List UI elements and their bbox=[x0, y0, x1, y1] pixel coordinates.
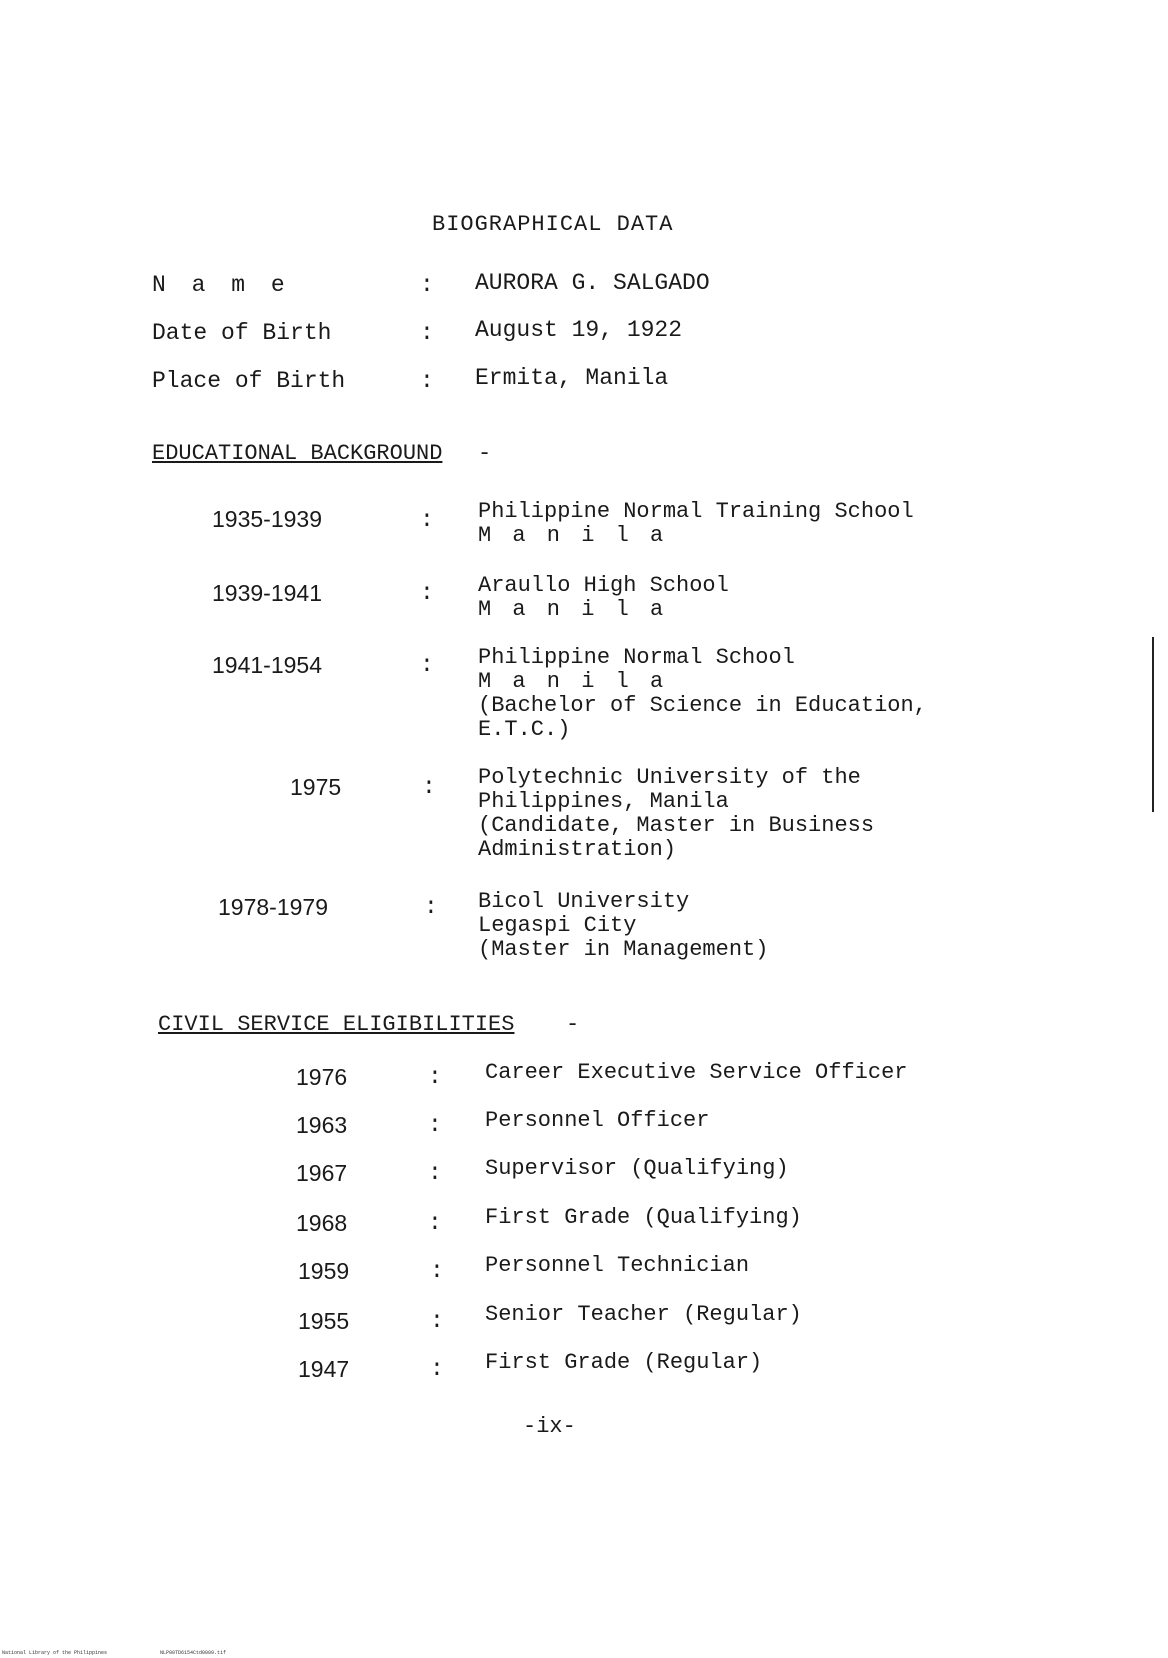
scan-edge-line bbox=[1152, 637, 1154, 812]
name-colon: : bbox=[420, 272, 434, 298]
eligibility-colon: : bbox=[428, 1064, 442, 1090]
eligibility-year: 1976 bbox=[296, 1064, 348, 1090]
civil-service-heading-dash: - bbox=[566, 1012, 580, 1037]
education-colon: : bbox=[420, 652, 434, 678]
eligibility-year: 1968 bbox=[296, 1210, 348, 1236]
pob-colon: : bbox=[420, 368, 434, 394]
eligibility-year: 1955 bbox=[298, 1308, 350, 1334]
dob-value: August 19, 1922 bbox=[475, 317, 683, 343]
eligibility-title: First Grade (Qualifying) bbox=[485, 1205, 802, 1230]
eligibility-title: Senior Teacher (Regular) bbox=[485, 1302, 802, 1327]
eligibility-colon: : bbox=[430, 1258, 444, 1284]
eligibility-colon: : bbox=[428, 1160, 442, 1186]
eligibility-colon: : bbox=[428, 1210, 442, 1236]
eligibility-title: Career Executive Service Officer bbox=[485, 1060, 908, 1085]
education-years: 1939-1941 bbox=[212, 580, 322, 606]
eligibility-title: Supervisor (Qualifying) bbox=[485, 1156, 789, 1181]
eligibility-title: Personnel Officer bbox=[485, 1108, 710, 1133]
education-years: 1975 bbox=[290, 774, 342, 800]
footer-library: National Library of the Philippines bbox=[2, 1650, 108, 1656]
pob-label: Place of Birth bbox=[152, 368, 346, 394]
eligibility-title: Personnel Technician bbox=[485, 1253, 750, 1278]
education-entry: Bicol University Legaspi City (Master in Management) bbox=[478, 889, 769, 962]
education-entry: Philippine Normal School M a n i l a (Bachelor of Science in Education, E.T.C.) bbox=[478, 645, 927, 742]
page-title: BIOGRAPHICAL DATA bbox=[432, 212, 674, 237]
education-entry: Polytechnic University of the Philippines, Manila (Candidate, Master in Business Administration) bbox=[478, 765, 875, 862]
education-entry: Philippine Normal Training School M a n i l a bbox=[478, 499, 914, 548]
civil-service-heading: CIVIL SERVICE ELIGIBILITIES bbox=[158, 1012, 515, 1037]
eligibility-year: 1967 bbox=[296, 1160, 348, 1186]
education-colon: : bbox=[420, 580, 434, 606]
education-heading: EDUCATIONAL BACKGROUND bbox=[152, 441, 443, 466]
footer-filename: NLP00TD6154Ctd0009.tif bbox=[160, 1650, 227, 1656]
eligibility-year: 1963 bbox=[296, 1112, 348, 1138]
name-value: AURORA G. SALGADO bbox=[475, 270, 710, 296]
eligibility-colon: : bbox=[428, 1112, 442, 1138]
education-colon: : bbox=[422, 774, 436, 800]
pob-value: Ermita, Manila bbox=[475, 365, 669, 391]
education-years: 1978-1979 bbox=[218, 894, 328, 920]
education-entry: Araullo High School M a n i l a bbox=[478, 573, 729, 622]
eligibility-year: 1947 bbox=[298, 1356, 350, 1382]
eligibility-colon: : bbox=[430, 1308, 444, 1334]
eligibility-colon: : bbox=[430, 1356, 444, 1382]
eligibility-year: 1959 bbox=[298, 1258, 350, 1284]
dob-label: Date of Birth bbox=[152, 320, 332, 346]
dob-colon: : bbox=[420, 320, 434, 346]
name-label: N a m e bbox=[152, 272, 291, 298]
education-colon: : bbox=[424, 894, 438, 920]
education-years: 1941-1954 bbox=[212, 652, 322, 678]
eligibility-title: First Grade (Regular) bbox=[485, 1350, 763, 1375]
education-heading-dash: - bbox=[478, 441, 492, 466]
education-years: 1935-1939 bbox=[212, 506, 322, 532]
education-colon: : bbox=[420, 507, 434, 533]
page-number: -ix- bbox=[523, 1414, 576, 1439]
